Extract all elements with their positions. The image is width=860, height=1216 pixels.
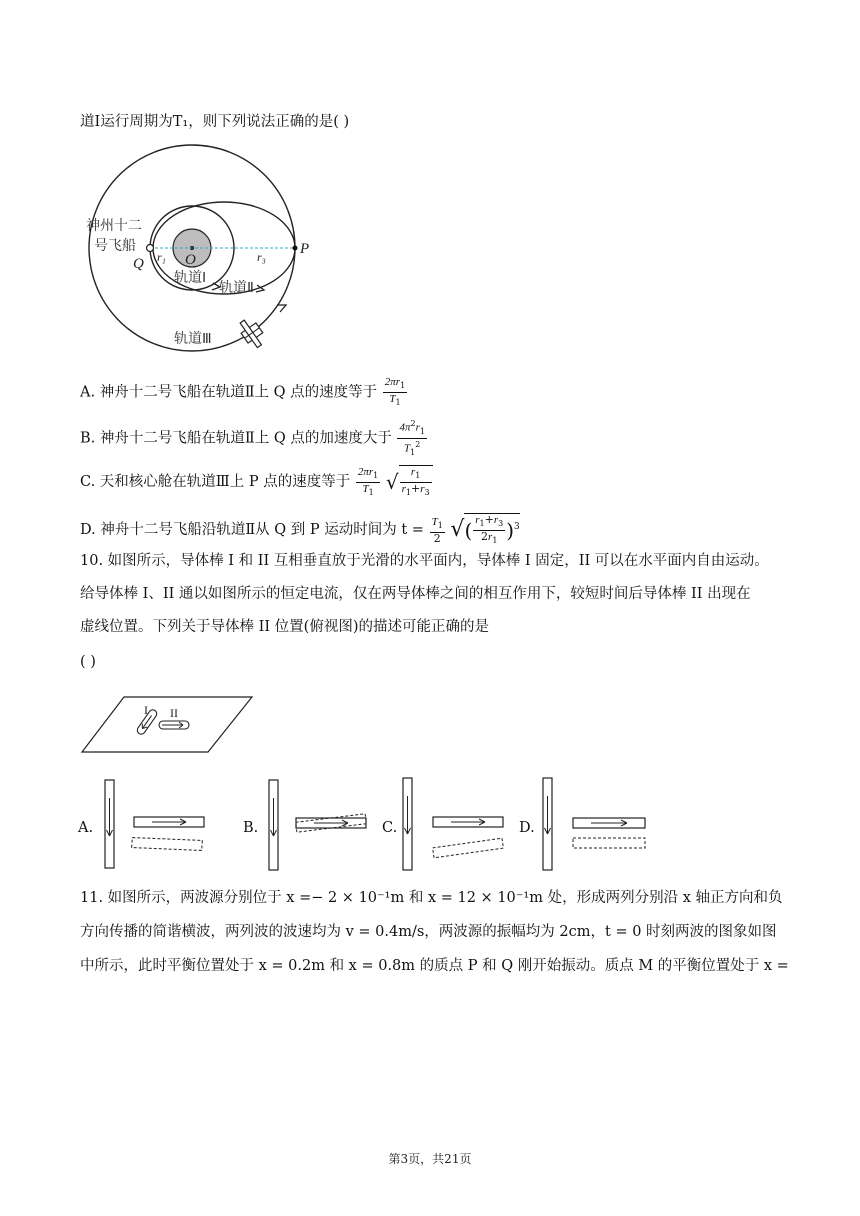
label-p: P [300,241,310,257]
orbit-3-arrow [277,305,286,312]
ship-label-2: 号飞船 [94,237,136,253]
q9-option-b [80,418,428,459]
q10-option-a-figure [102,778,210,870]
label-r3: r₃ [257,250,266,264]
q9-option-c: C. 天和核心舱在轨道Ⅲ上 P 点的速度等于 $\frac{2\pi r_1}{T_1}$ √ $\frac{r_1}{r_1+r_3}$ [80,465,433,499]
q11-line-1: 11. 如图所示，两波源分别位于 x =− 2 × 10⁻¹m 和 x = 12 × 10⁻¹m 处，形成两列分别沿 x 轴正方向和负 [80,890,783,906]
rod-i-label: I [144,703,148,717]
label-q: Q [133,256,144,272]
q9-option-c-sqrt: √ [385,470,399,495]
station-icon [236,316,268,351]
q10-line-1: 10. 如图所示，导体棒 I 和 II 互相垂直放于光滑的水平面内，导体棒 I 固定，II 可以在水平面内自由运动。 [80,553,769,569]
q9-option-b-formula: $\frac{4\pi^2r_1}{T_1^2}$ [399,419,425,457]
q10-option-c-label: C. [382,820,398,836]
q10-line-2: 给导体棒 I、II 通以如图所示的恒定电流，仅在两导体棒之间的相互作用下，较短时间后导体棒 II 出现在 [80,586,751,602]
q9-option-a-formula: $\frac{2\pi r_1}{T_1}$ [384,376,406,408]
q10-line-3: 虚线位置。下列关于导体棒 II 位置(俯视图)的描述可能正确的是 [80,619,489,635]
label-r1: r₁ [157,250,166,264]
q9-option-d-sqrt: √ [450,517,465,543]
label-orbit-1: 轨道Ⅰ [174,269,207,285]
rod-ii-label: II [170,706,178,720]
q9-option-d-formula: $\frac{T_1}{2}$ [431,515,443,545]
q11-line-3: 中所示，此时平衡位置处于 x = 0.2m 和 x = 0.8m 的质点 P 和 Q 刚开始振动。质点 M 的平衡位置处于 x = [80,958,789,974]
q10-line-4: ( ) [80,654,96,670]
q9-option-a-text: A. 神舟十二号飞船在轨道Ⅱ上 Q 点的速度等于 [80,384,378,401]
q9-option-c-formula: $\frac{2\pi r_1}{T_1}$ [357,465,379,497]
q10-option-a-label: A. [78,820,94,836]
q11-line-2: 方向传播的简谐横波，两列波的波速均为 v = 0.4m/s，两波源的振幅均为 2cm，t = 0 时刻两波的图象如图 [80,924,777,940]
q9-option-d: D. 神舟十二号飞船沿轨道Ⅱ从 Q 到 P 运动时间为 t = $\frac{T_1}{2}$ √( $\frac{r_1+r_3}{2r_1}$ )$^3$ [80,513,520,546]
ship-label-1: 神州十二 [86,217,142,233]
orbit-figure [84,144,324,372]
q10-option-c-figure [400,776,510,872]
page-footer: 第3页，共21页 [388,1152,472,1166]
point-q [147,245,154,252]
q10-option-b-figure [266,778,374,872]
q9-option-c-text: C. 天和核心舱在轨道Ⅲ上 P 点的速度等于 [80,474,351,491]
label-orbit-2: 轨道Ⅱ [219,279,254,295]
q10-plane-figure [80,694,255,756]
q10-option-b-label: B. [243,820,259,836]
label-orbit-3: 轨道Ⅲ [174,330,212,346]
q9-stem: 道Ⅰ运行周期为T₁，则下列说法正确的是( ) [80,114,350,130]
point-p [293,246,298,251]
q10-option-d-label: D. [519,820,535,836]
q9-option-d-text: D. 神舟十二号飞船沿轨道Ⅱ从 Q 到 P 运动时间为 t = [80,522,424,539]
q9-option-a [80,376,408,409]
q9-option-b-text: B. 神舟十二号飞船在轨道Ⅱ上 Q 点的加速度大于 [80,430,392,447]
q10-option-d-figure [540,776,650,872]
label-o: O [185,252,196,268]
